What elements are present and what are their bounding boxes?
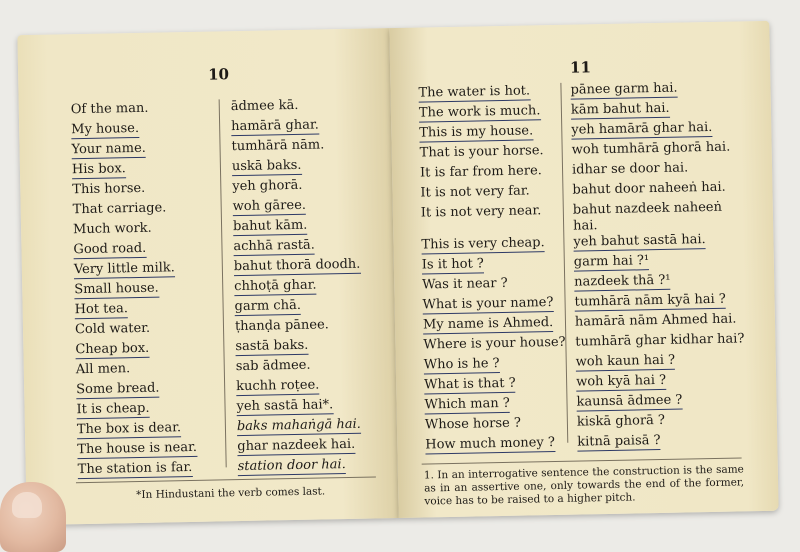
phrase-english: This is very cheap. [421,235,545,253]
phrase-english: What is your name? [422,295,554,313]
phrase-hindustani: yeh ghorā. [232,177,303,195]
left-page [17,28,398,525]
phrase-hindustani: kaunsā ādmee ? [576,392,683,410]
phrase-english: How much money ? [425,435,556,453]
column-divider-right [560,83,568,443]
phrase-english: The water is hot. [418,83,531,101]
phrase-english: That is your horse. [419,143,544,161]
phrase-english: My house. [71,120,140,138]
phrase-hindustani: tumhārā ghar kidhar hai? [575,331,745,350]
phrase-english: It is not very near. [420,203,542,221]
phrase-hindustani: pānee garm hai. [570,80,678,98]
phrase-english: Some bread. [76,380,160,398]
phrase-hindustani: tumhārā nām. [231,137,325,155]
phrase-english: Very little milk. [73,260,175,278]
phrase-hindustani: hamārā ghar. [231,117,319,135]
phrase-hindustani: baks mahaṅgā hai. [236,416,361,435]
column-divider-left [219,99,227,467]
phrase-hindustani: ādmee kā. [230,97,299,115]
phrase-english: Small house. [74,280,159,298]
phrase-hindustani: uskā baks. [231,157,302,175]
phrase-hindustani: kiskā ghorā ? [576,412,666,430]
phrase-hindustani: bahut kām. [232,217,308,235]
phrase-english: The station is far. [77,459,193,478]
phrase-english: My name is Ahmed. [422,315,554,333]
phrase-hindustani: woh kaun hai ? [575,352,676,370]
phrase-hindustani: bahut thorā doodh. [233,256,361,275]
phrase-hindustani: idhar se door hai. [571,160,689,178]
phrase-english: Who is he ? [423,356,500,373]
phrase-english: Cheap box. [75,340,150,358]
footnote-left: *In Hindustani the verb comes last. [136,485,326,502]
phrase-english: Good road. [73,240,147,258]
phrase-hindustani: bahut door naheeṅ hai. [572,179,726,198]
phrase-english: It is cheap. [76,400,150,418]
phrase-english: It is not very far. [420,183,530,201]
phrase-hindustani: kitnā paisā ? [577,432,661,450]
phrase-english: Which man ? [424,395,510,413]
footnote-right: 1. In an interrogative sentence the construction is the same as in an assertive one, only towards the end of the former, voice has to be raised to a higher pitch. [423,463,745,508]
phrase-hindustani: garm hai ?¹ [573,253,650,270]
phrase-hindustani: ṭhanḍa pānee. [234,317,330,335]
phrase-english: The work is much. [418,103,541,121]
page-number-left: 10 [207,65,230,84]
phrase-english: Where is your house? [423,334,566,353]
phrase-hindustani: bahut nazdeek naheeṅ hai. [572,199,723,234]
phrase-english: Hot tea. [74,301,129,318]
phrase-hindustani: ghar nazdeek hai. [237,436,356,455]
phrase-hindustani: kuchh roṭee. [236,377,320,395]
phrase-english: Cold water. [74,320,151,338]
phrase-hindustani: kām bahut hai. [570,100,670,118]
phrase-hindustani: sab ādmee. [235,357,311,375]
phrase-hindustani: chhoṭā ghar. [234,277,317,295]
phrase-hindustani: garm chā. [234,297,302,315]
phrase-hindustani: nazdeek thā ?¹ [574,272,671,290]
phrase-english: Is it hot ? [421,256,484,273]
phrase-english: This is my house. [419,123,534,141]
phrase-english: Whose horse ? [424,415,522,433]
phrase-hindustani: yeh hamārā ghar hai. [571,119,713,138]
phrase-english: Your name. [71,140,146,158]
phrase-hindustani: woh tumhārā ghorā hai. [571,139,731,158]
phrase-english: This horse. [72,180,146,198]
phrase-hindustani: yeh sastā hai*. [236,397,334,415]
open-book [17,21,778,525]
phrase-hindustani: tumhārā nām kyā hai ? [574,291,726,310]
page-number-right: 11 [569,58,592,77]
right-page [389,21,778,518]
phrase-english: All men. [75,361,131,378]
phrase-english: Much work. [72,220,152,238]
phrase-english: Was it near ? [422,275,508,293]
phrase-hindustani: achhā rastā. [233,237,315,255]
phrase-hindustani: woh kyā hai ? [575,372,667,390]
phrase-english: The house is near. [77,439,198,458]
phrase-english: Of the man. [70,100,149,118]
phrase-hindustani: sastā baks. [235,337,309,355]
phrase-english: His box. [71,161,127,178]
phrase-hindustani: hamārā nām Ahmed hai. [574,311,737,330]
phrase-hindustani: yeh bahut sastā hai. [573,232,706,250]
phrase-hindustani: woh gāree. [232,197,307,215]
phrase-english: What is that ? [424,375,516,393]
phrase-english: It is far from here. [419,163,542,181]
phrase-hindustani: station door hai. [237,457,346,475]
thumbnail-nail [12,492,42,518]
phrase-english: The box is dear. [76,420,182,438]
phrase-english: That carriage. [72,200,167,218]
